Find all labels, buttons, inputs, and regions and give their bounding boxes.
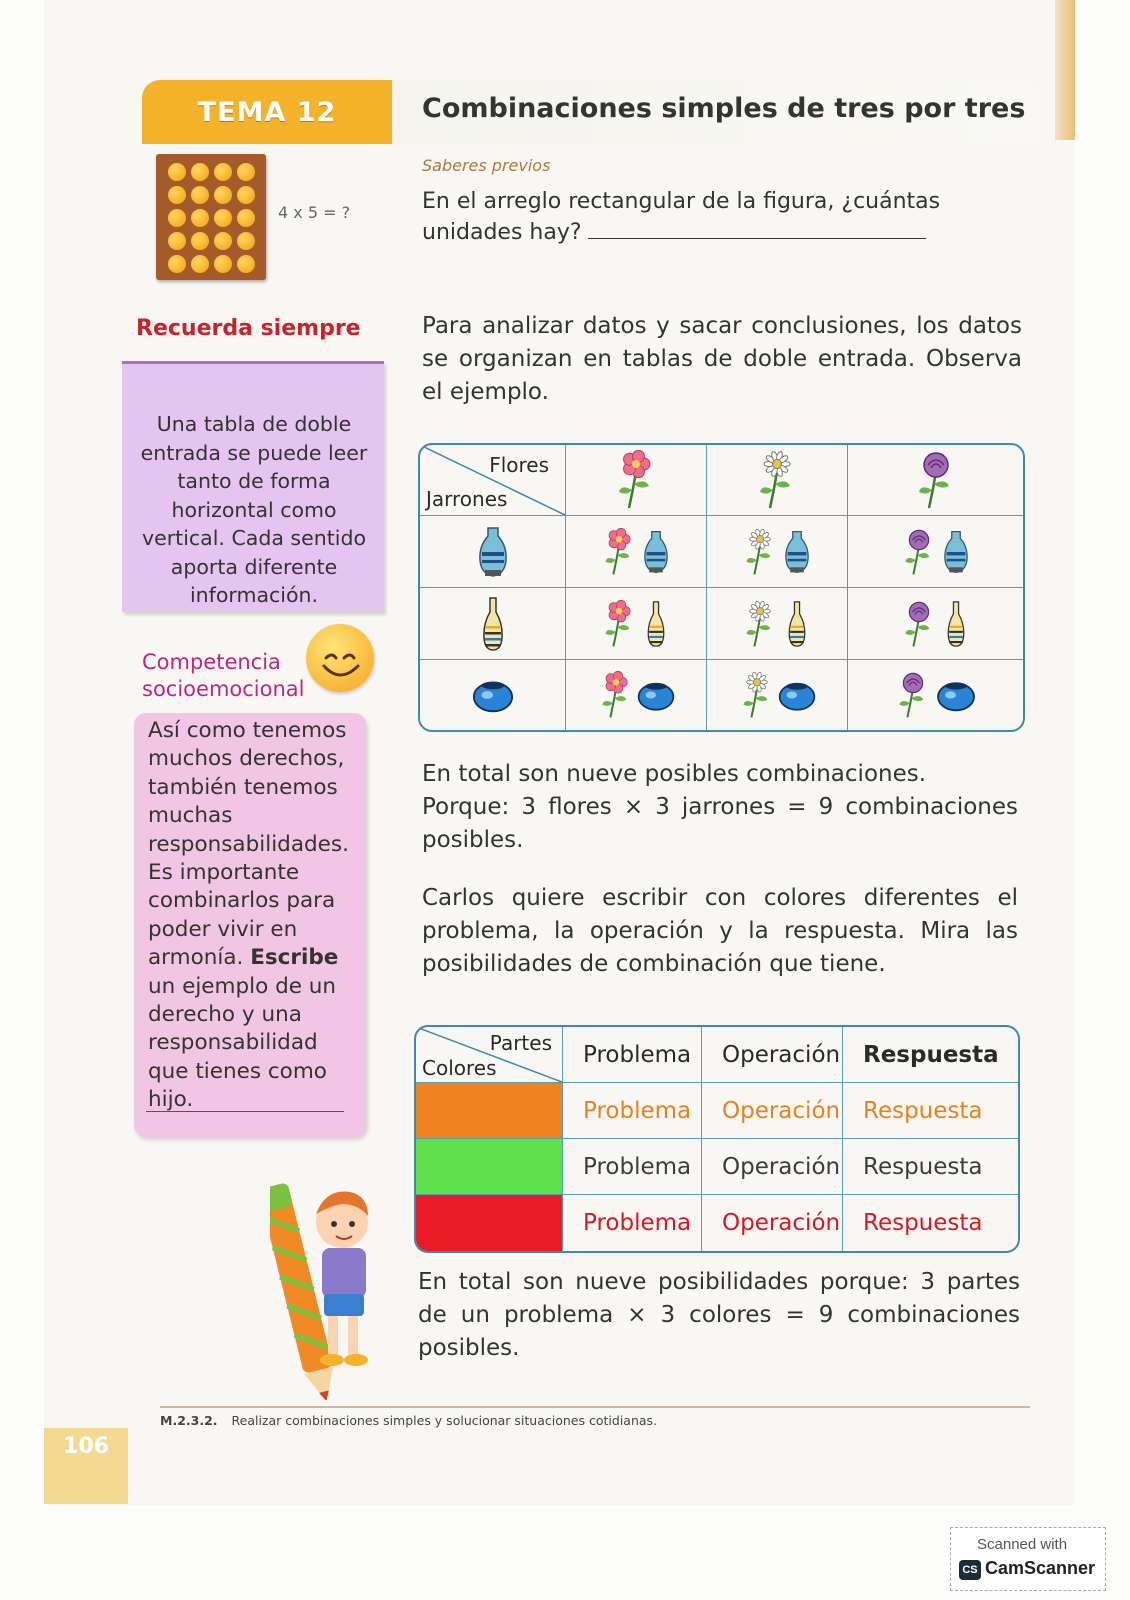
grid-dot xyxy=(191,186,209,204)
dot-array-image xyxy=(156,154,266,280)
conclusion-paragraph: En total son nueve posibilidades porque: 3 partes de un problema × 3 colores = 9 combinaciones posibles. xyxy=(418,1269,1020,1361)
table1-row xyxy=(420,588,1023,660)
competencia-answer-line[interactable] xyxy=(146,1111,344,1112)
competencia-text: Así como tenemos muchos derechos, también tenemos muchas responsabilidades. Es importante combinarlos para poder vivir en armonía. Escribe un ejemplo de un derecho y una responsabilidad que tienes como hijo. xyxy=(148,718,349,1113)
cell-problema: Problema xyxy=(563,1083,702,1139)
table2-row xyxy=(416,1195,1018,1251)
striped-vase-icon xyxy=(420,516,566,588)
competencia-title xyxy=(142,649,304,703)
combo-cell xyxy=(707,588,848,660)
intro-paragraph: Para analizar datos y sacar conclusiones, los datos se organizan en tablas de doble entrada. Observa el ejemplo. xyxy=(422,313,1022,405)
grid-dot xyxy=(237,209,255,227)
grid-dot xyxy=(168,255,186,273)
footer xyxy=(160,1413,657,1428)
white-daisy-icon xyxy=(707,445,848,516)
combo-cell xyxy=(848,588,1023,660)
saberes-previos-label: Saberes previos xyxy=(422,156,551,175)
bottle-vase-icon xyxy=(420,588,566,660)
grid-dot xyxy=(214,232,232,250)
competencia-title-line1: Competencia xyxy=(142,650,281,674)
round-blue-pot-icon xyxy=(420,660,566,730)
grid-dot xyxy=(168,186,186,204)
color-swatch-orange xyxy=(416,1083,563,1139)
combo-cell xyxy=(566,660,707,730)
grid-dot xyxy=(191,255,209,273)
cell-respuesta: Respuesta xyxy=(843,1083,1018,1139)
cell-problema: Problema xyxy=(563,1195,702,1251)
table1-row xyxy=(420,516,1023,588)
camscanner-watermark xyxy=(950,1527,1106,1591)
page-number: 106 xyxy=(44,1428,128,1504)
grid-dot xyxy=(237,186,255,204)
tema-tab: TEMA 12 xyxy=(142,80,392,144)
table2-col-header: Partes xyxy=(489,1031,552,1055)
combinations-paragraph: En total son nueve posibles combinaciones. Porque: 3 flores × 3 jarrones = 9 combinaciones posibles. xyxy=(422,761,1018,853)
combo-cell xyxy=(707,516,848,588)
grid-dot xyxy=(168,232,186,250)
question-text: En el arreglo rectangular de la figura, ¿cuántas unidades hay? xyxy=(422,189,941,245)
header-operacion: Operación xyxy=(702,1027,843,1083)
combo-cell xyxy=(848,516,1023,588)
color-swatch-red xyxy=(416,1195,563,1251)
carlos-paragraph: Carlos quiere escribir con colores diferentes el problema, la operación y la respuesta. Mira las posibilidades de combinación que tiene. xyxy=(422,885,1018,977)
table1-row-header: Jarrones xyxy=(426,487,508,511)
camscanner-logo-icon: CS xyxy=(959,1560,981,1580)
grid-dot xyxy=(237,232,255,250)
table2-row xyxy=(416,1083,1018,1139)
page-title: Combinaciones simples de tres por tres xyxy=(422,93,1026,124)
recuerda-title: Recuerda siempre xyxy=(136,316,361,341)
grid-dot xyxy=(168,209,186,227)
grid-dot xyxy=(214,163,232,181)
colors-parts-table xyxy=(414,1025,1020,1253)
purple-rose-icon xyxy=(848,445,1023,516)
cell-respuesta: Respuesta xyxy=(863,1210,983,1236)
recuerda-text: Una tabla de doble entrada se puede leer tanto de forma horizontal como vertical. Cada sentido aporta diferente información. xyxy=(140,412,368,607)
grid-dot xyxy=(237,163,255,181)
pink-flower-icon xyxy=(566,445,707,516)
competencia-title-line2: socioemocional xyxy=(142,677,305,701)
answer-blank[interactable] xyxy=(588,238,926,239)
smiley-icon xyxy=(306,624,374,692)
combo-cell xyxy=(566,516,707,588)
boy-with-pencil-illustration xyxy=(270,1170,390,1400)
grid-dot xyxy=(191,209,209,227)
cell-respuesta: Respuesta xyxy=(843,1139,1018,1195)
table2-corner-header xyxy=(416,1027,563,1083)
combo-cell xyxy=(566,588,707,660)
table2-row xyxy=(416,1139,1018,1195)
watermark-line1: Scanned with xyxy=(977,1536,1068,1553)
footer-code: M.2.3.2. xyxy=(160,1413,218,1428)
footer-rule xyxy=(160,1406,1030,1408)
question-block xyxy=(422,186,942,248)
cell-operacion: Operación xyxy=(702,1083,843,1139)
grid-dot xyxy=(191,163,209,181)
grid-dot xyxy=(237,255,255,273)
header-problema: Problema xyxy=(563,1027,702,1083)
combo-cell xyxy=(848,660,1023,730)
footer-text: Realizar combinaciones simples y solucionar situaciones cotidianas. xyxy=(231,1413,658,1428)
table1-row xyxy=(420,660,1023,730)
watermark-line2: CamScanner xyxy=(985,1558,1096,1578)
grid-dot xyxy=(191,232,209,250)
grid-dot xyxy=(214,209,232,227)
table1-corner-header xyxy=(420,445,566,516)
cell-problema: Problema xyxy=(563,1139,702,1195)
cell-operacion: Operación xyxy=(702,1139,843,1195)
flowers-vases-table xyxy=(418,443,1025,732)
header-respuesta: Respuesta xyxy=(843,1027,1018,1083)
table2-row-header: Colores xyxy=(422,1056,497,1080)
color-swatch-green xyxy=(416,1139,563,1195)
competencia-bold-word: Escribe xyxy=(250,945,339,971)
cell-operacion: Operación xyxy=(702,1195,843,1251)
grid-label: 4 x 5 = ? xyxy=(278,203,351,222)
page-edge xyxy=(1055,0,1075,140)
table1-col-header: Flores xyxy=(489,453,549,477)
grid-dot xyxy=(168,163,186,181)
grid-dot xyxy=(214,255,232,273)
combo-cell xyxy=(707,660,848,730)
grid-dot xyxy=(214,186,232,204)
